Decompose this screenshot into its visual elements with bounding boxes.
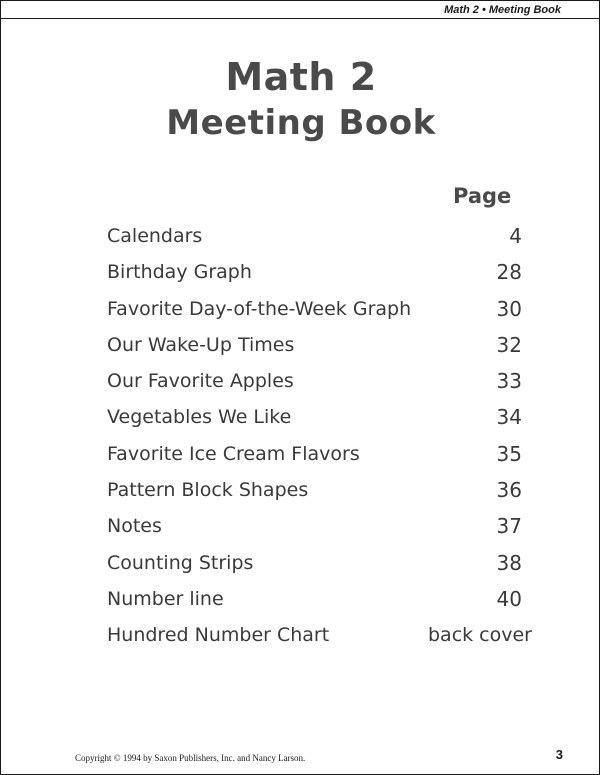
running-header: Math 2 • Meeting Book <box>444 4 561 16</box>
toc-entry-title: Number line <box>107 587 224 610</box>
toc-entry-page: 40 <box>496 586 522 611</box>
toc-entry <box>107 547 537 583</box>
toc-entry-title: Counting Strips <box>107 551 254 574</box>
toc-entry-title: Notes <box>107 515 162 538</box>
toc-entry-title: Vegetables We Like <box>107 406 292 429</box>
toc-entry-page: 33 <box>496 369 522 394</box>
toc-entry <box>107 329 537 365</box>
toc-entry-page: 38 <box>496 550 522 575</box>
toc-entry-page: 36 <box>496 478 522 503</box>
toc-entry <box>107 619 537 655</box>
toc-entry <box>107 365 537 401</box>
header-rule <box>1 18 600 19</box>
page-number: 3 <box>555 747 563 762</box>
toc-entry <box>107 401 537 437</box>
toc-entry <box>107 438 537 474</box>
page-title <box>1 53 600 145</box>
toc-entry-title: Calendars <box>107 225 203 247</box>
toc-entry-title: Pattern Block Shapes <box>107 479 309 502</box>
toc-entry-title: Hundred Number Chart <box>107 624 330 647</box>
toc-entry-title: Our Wake-Up Times <box>107 333 295 356</box>
title-line-2: Meeting Book <box>166 103 436 143</box>
title-line-1: Math 2 <box>225 55 377 99</box>
toc-entry-title: Favorite Day-of-the-Week Graph <box>107 297 412 320</box>
copyright-notice: Copyright © 1994 by Saxon Publishers, Inc. and Nancy Larson. <box>75 753 306 763</box>
toc-entry-page: back cover <box>427 624 532 647</box>
page-column-header: Page <box>453 184 512 208</box>
toc-entry-title: Birthday Graph <box>107 261 252 284</box>
toc-entry <box>107 293 537 329</box>
toc-entry-page: 35 <box>496 441 522 466</box>
toc-entry-page: 34 <box>496 405 522 430</box>
toc-entry-page: 32 <box>496 332 522 357</box>
toc-entry-title: Favorite Ice Cream Flavors <box>107 442 360 465</box>
toc-entry-title: Our Favorite Apples <box>107 370 294 393</box>
toc-entry-page: 37 <box>496 514 522 539</box>
toc-entry <box>107 256 537 292</box>
toc-entry <box>107 583 537 619</box>
toc-entry <box>107 474 537 510</box>
toc-entry-page: 4 <box>509 224 522 248</box>
toc-entry-page: 28 <box>496 260 522 285</box>
toc-entry <box>107 220 537 256</box>
toc-entry-page: 30 <box>496 296 522 321</box>
toc-entry <box>107 510 537 546</box>
table-of-contents <box>107 220 537 656</box>
